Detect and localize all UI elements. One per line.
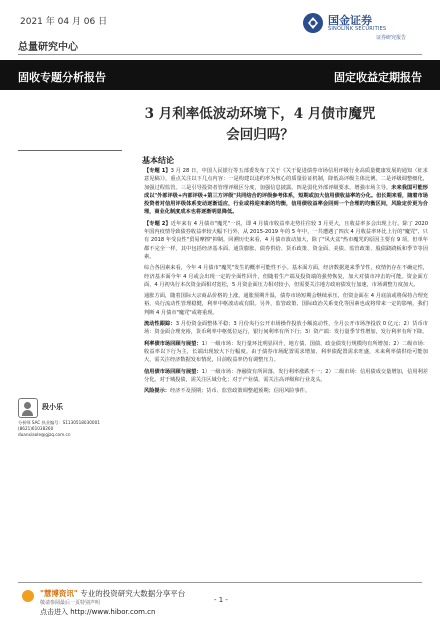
footer bbox=[18, 588, 422, 616]
bullet-text bbox=[144, 387, 428, 395]
footer-slogan-text: 专业的投资研究大数据分享平台 bbox=[80, 589, 186, 598]
footer-link[interactable]: 点击进入 http://www.hibor.com.cn bbox=[40, 608, 156, 616]
analyst-phone: (8621)61038260 bbox=[18, 426, 54, 431]
bullet-body: 经济不及预期；货币、监管政策调整超预期；信用风险事件。 bbox=[169, 388, 311, 395]
analyst-email[interactable]: duanxiaole@gjzq.com.cn bbox=[18, 432, 71, 437]
paragraph-text: 3 月 28 日，中国人民银行等五部委发布了关于《关于促进债券市场信用评级行业高质量健康发展的通知（征求意见稿）》，重点关注以下几点内容：一是构建以违约率为核心的质量验证机制，降低高评级主体比例。二是评级调整细化，加强过程监管。三是引导投资者管理评级区分度，加强信息披露。四是弱化外部评级要求。增强市场主导。 bbox=[144, 168, 428, 191]
paragraph-key: 【专题 1】 bbox=[144, 168, 171, 174]
analyst-title: 分析师 SAC 执业编号：S1130518030001 bbox=[18, 420, 100, 425]
report-date: 2021 年 04 月 06 日 bbox=[20, 17, 108, 27]
title-line-2: 会回归吗？ bbox=[226, 127, 294, 143]
logo-cn-text: 国金证券 bbox=[328, 14, 372, 27]
bullet-item bbox=[144, 368, 428, 385]
report-subtype: 固定收益定期报告 bbox=[334, 71, 422, 84]
sidebar-divider bbox=[18, 150, 122, 151]
bullet-body: 1）一级市场：净融资有所回落，发行利率涨跌不一；2）二级市场：信用债成交量增加，信用利差分化。对于城投债，需关注区域分化；对于产业债，需关注高评级和行业龙头。 bbox=[144, 368, 428, 383]
bullet-key: 流动性跟踪： bbox=[144, 321, 176, 328]
company-logo bbox=[302, 10, 422, 44]
logo-en-text: SINOLINK SECURITIES bbox=[328, 26, 387, 32]
summary-paragraph bbox=[144, 264, 428, 289]
logo-mark-icon bbox=[302, 12, 324, 34]
summary-paragraph bbox=[144, 292, 428, 317]
paragraph-text: 近年来有 4 月债市"魔咒"一说，即 4 月债市收益率走势往往较 3 月更大，且收益率多会出现上行。除了 2020 年国内疫情导致债券收益率较大幅下行外，从 2015-2019 年的 5 年中，一共遭遇了四次 4 月收益率环比上行的"魔咒"，只有 2018 年受良性"贸易摩擦"抑制。回溯历史来看，4 月债市波动加大，除了"风火盆"热市魔咒的原因主要有 9 项，但单年都不完全一样。其中包括经济基本面、通货膨胀、债券供给、货币政策、资金面、美债、监管政策、股债跷跷板和季节等因素。 bbox=[144, 220, 428, 260]
report-type: 固收专题分析报告 bbox=[18, 71, 106, 84]
section-heading: 基本结论 bbox=[142, 156, 174, 165]
bullet-key: 风险提示： bbox=[144, 388, 170, 395]
paragraph-key: 【专题 2】 bbox=[144, 220, 171, 227]
footer-brand: "慧博资讯" bbox=[40, 589, 78, 598]
title-line-1: 3 月利率低波动环境下，4 月债市魔咒 bbox=[144, 106, 376, 122]
bullet-body: 1）一级市场：发行量环比明显回升，地方债、国债、政金债发行规模均有所增加；2）二级市场：收益率以下行为主，长端出现较大下行幅度。由于债券市场配置需求增加，利率债配置需求旺盛，未来利率债供给可能加大，需关注经济数据发布情况，目前收益率仍有调整压力。 bbox=[144, 340, 428, 364]
header-divider bbox=[18, 54, 422, 55]
bullet-text bbox=[144, 320, 428, 337]
analyst-meta bbox=[18, 420, 100, 438]
bullet-text bbox=[144, 368, 428, 385]
summary-paragraph bbox=[144, 220, 428, 261]
department-label: 总量研究中心 bbox=[18, 42, 78, 53]
paragraph-highlight: 未来我国可能形成以"外部评级+内部评级+第三方评级"共同结合的评级参考体系，短期或加大信用债收益率的分化。但长期来看，随着市场投资者对信用评级体系变动逐渐适应，行业或将迎来新的均衡，信用债收益率会回到一个合理的均衡区间，风险定价更为合理，商业化制度成本也将逐渐明显降低。 bbox=[144, 184, 428, 216]
footer-slogan bbox=[40, 588, 185, 599]
bullet-text bbox=[144, 340, 428, 365]
page-number: - 1 - bbox=[214, 596, 228, 604]
footer-disclaimer: 敬请参阅最后一页特别声明 bbox=[40, 600, 101, 606]
bullet-key: 利率债市场回顾与展望： bbox=[144, 340, 202, 347]
page-title bbox=[110, 104, 410, 146]
bullet-item bbox=[144, 320, 428, 337]
summary-body bbox=[144, 167, 428, 398]
analyst-avatar-icon bbox=[18, 398, 38, 418]
logo-tagline: 证券研究报告 bbox=[376, 35, 407, 41]
analyst-name: 段小乐 bbox=[42, 403, 63, 411]
brand-icon bbox=[22, 590, 34, 602]
footer-divider bbox=[18, 582, 422, 583]
summary-paragraph bbox=[144, 167, 428, 217]
bullet-item bbox=[144, 340, 428, 365]
bullet-key: 信用债市场回顾与展望： bbox=[144, 368, 202, 375]
bullet-body: 3 月份资金面整体平稳；3 月份央行公开市场操作投放小额流动性，全月公开市场净投放 0 亿元；2）货币市场：资金面合理充裕，货币利率中枢低位运行，银行间利率有所下行；3）资产端：发行量季节性增加，发行利率有所下降。 bbox=[144, 321, 428, 336]
paragraph-text: 综合各因素来看，今年 4 月债市"魔咒"发生的概率可能性不小。基本面方面，经济数据迎来季节性，疫情仍存在不确定性，经济基本面今年 4 月或会出现一定的全面性回升，但随着生产端及投资端的强势恢复，加大对债市冲击的可能。资金面方面，4 月初央行本次资金面相对宽松，5 月资金面压力相对较小，但需要关注地方政府债发行加速，市场调整力度加大。 bbox=[144, 265, 428, 288]
paragraph-text: 通胀方面，随着国际大宗商品价格的上涨，通胀预期升温，债券市场短期会继续承压，但资金面在 4 月底前或将保持合理充裕，央行流动性管理稳健，利率中枢波动或有限。另外，监管政策、国际政治关系变化等因素也或将带来一定的影响，我们判断 4 月债市"魔咒"或将重现。 bbox=[144, 293, 428, 316]
bullet-item bbox=[144, 387, 428, 395]
